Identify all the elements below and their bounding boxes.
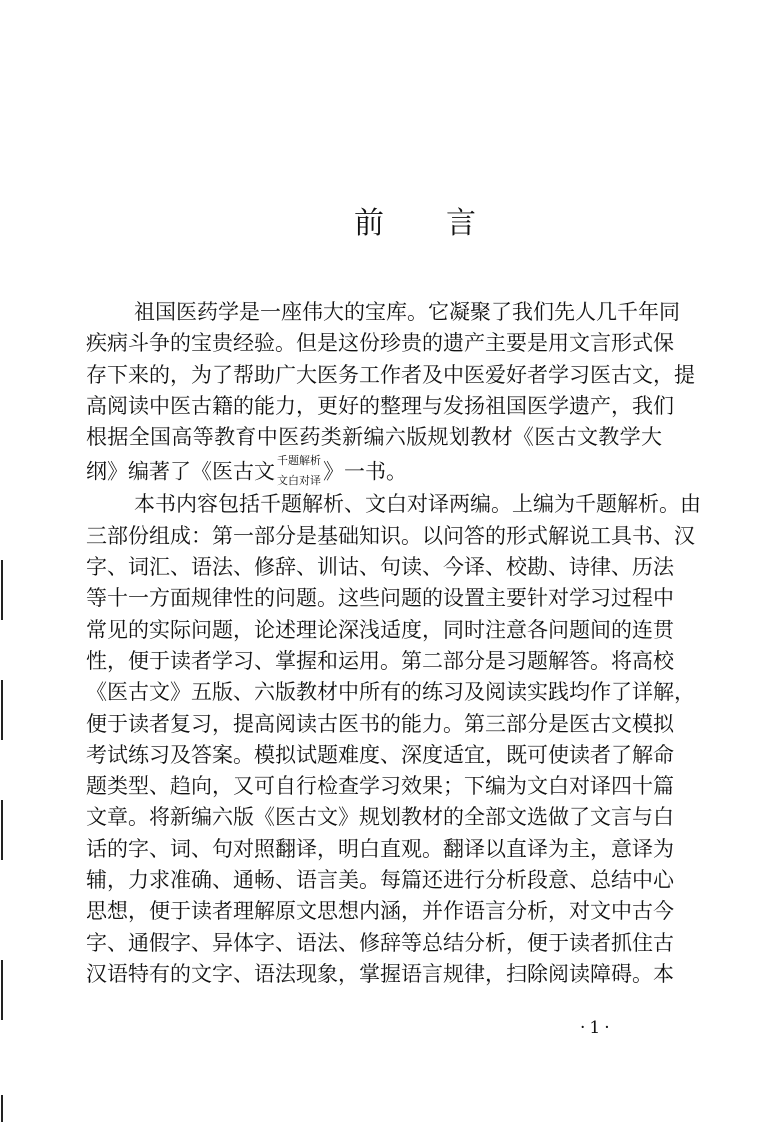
text-line: 祖国医药学是一座伟大的宝库。它凝聚了我们先人几千年同 [134, 300, 680, 324]
stacked-subtitle-bottom: 文白对译 [277, 474, 321, 488]
page-title-char: 前 [354, 206, 446, 241]
scan-margin-mark [1, 1095, 3, 1122]
page-number: ·1· [580, 1018, 614, 1038]
scan-margin-mark [1, 960, 3, 1020]
text-line: 本书内容包括千题解析、文白对译两编。上编为千题解析。由 [134, 492, 701, 517]
text-line: 文章。将新编六版《医古文》规划教材的全部文选做了文言与白 [86, 805, 674, 830]
text-line: 《医古文》五版、六版教材中所有的练习及阅读实践均作了详解， [86, 680, 695, 705]
paragraph-1 [86, 297, 695, 489]
text-line: 高阅读中医古籍的能力，更好的整理与发扬祖国医学遗产，我们 [86, 393, 674, 418]
text-line: 性，便于读者学习、掌握和运用。第二部分是习题解答。将高校 [86, 648, 674, 673]
stacked-subtitle [277, 451, 321, 491]
text-line: 便于读者复习，提高阅读古医书的能力。第三部分是医古文模拟 [86, 711, 674, 736]
text-line: 考试练习及答案。模拟试题难度、深度适宜，既可使读者了解命 [86, 742, 674, 767]
text-line: 常见的实际问题，论述理论深浅适度，同时注意各问题间的连贯 [86, 617, 674, 642]
text-line: 字、通假字、异体字、语法、修辞等总结分析，便于读者抓住古 [86, 930, 674, 955]
text-segment: 》一书。 [323, 459, 407, 484]
text-line: 话的字、词、句对照翻译，明白直观。翻译以直译为主，意译为 [86, 836, 674, 861]
text-line: 汉语特有的文字、语法现象，掌握语言规律，扫除阅读障碍。本 [86, 961, 674, 986]
text-line: 辅，力求准确、通畅、语言美。每篇还进行分析段意、总结中心 [86, 868, 674, 893]
stacked-subtitle-top: 千题解析 [277, 454, 321, 468]
text-line: 三部份组成：第一部分是基础知识。以问答的形式解说工具书、汉 [86, 523, 695, 548]
paragraph-2 [86, 489, 701, 990]
page-title-char: 言 [446, 206, 476, 241]
text-segment: 纲》编著了《医古文 [86, 459, 275, 484]
text-line: 存下来的，为了帮助广大医务工作者及中医爱好者学习医古文，提 [86, 362, 695, 387]
text-line: 等十一方面规律性的问题。这些问题的设置主要针对学习过程中 [86, 586, 674, 611]
body-text [86, 297, 701, 990]
scan-margin-mark [1, 800, 3, 860]
text-line [86, 453, 662, 489]
text-line: 题类型、趋向，又可自行检查学习效果；下编为文白对译四十篇 [86, 774, 674, 799]
scan-margin-mark [1, 560, 3, 620]
text-line: 字、词汇、语法、修辞、训诂、句读、今译、校勘、诗律、历法 [86, 555, 674, 580]
page-title [0, 204, 768, 244]
scan-margin-mark [1, 680, 3, 740]
text-line: 思想，便于读者理解原文思想内涵，并作语言分析，对文中古今 [86, 899, 674, 924]
text-line: 根据全国高等教育中医药类新编六版规划教材《医古文教学大 [86, 425, 662, 450]
text-line: 疾病斗争的宝贵经验。但是这份珍贵的遗产主要是用文言形式保 [86, 331, 674, 356]
